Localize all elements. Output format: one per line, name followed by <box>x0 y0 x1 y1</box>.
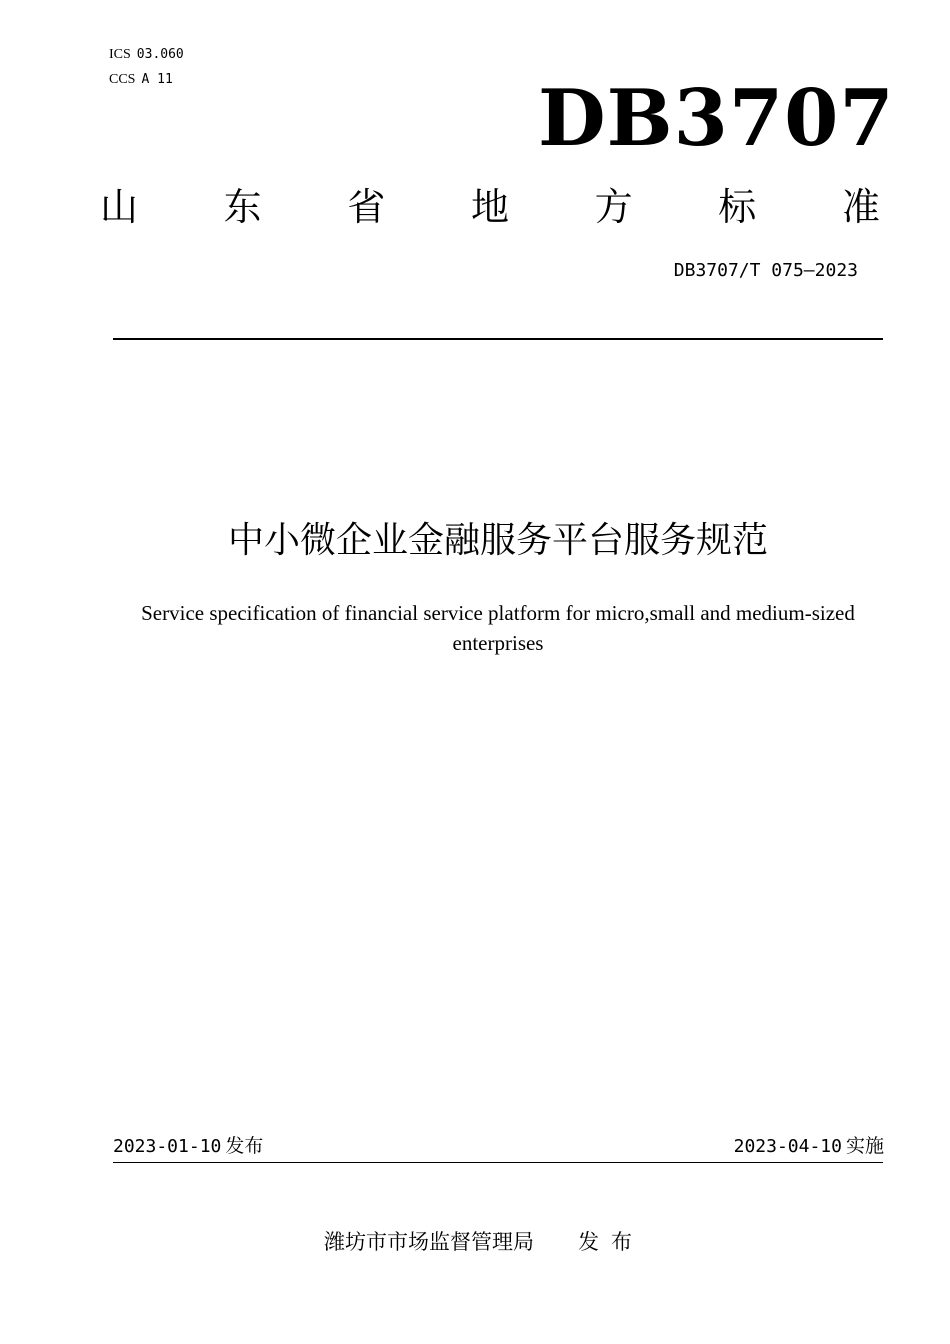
issuer-name: 潍坊市市场监督管理局 <box>324 1230 534 1254</box>
standard-number: DB3707/T 075—2023 <box>673 260 858 281</box>
ccs-code: A 11 <box>141 72 173 87</box>
ics-line <box>109 47 184 63</box>
publish-date: 2023-01-10 <box>113 1136 222 1157</box>
ccs-label: CCS <box>109 72 136 87</box>
standard-type-char: 地 <box>470 185 509 229</box>
standard-type-char: 东 <box>223 185 262 229</box>
standard-type-char: 山 <box>100 185 139 229</box>
ccs-line <box>109 72 173 88</box>
ics-label: ICS <box>109 47 131 62</box>
publish-date-line <box>113 1134 263 1159</box>
standard-type-char: 标 <box>718 185 757 229</box>
effective-date-line <box>734 1134 884 1159</box>
title-chinese: 中小微企业金融服务平台服务规范 <box>227 520 768 561</box>
ics-code: 03.060 <box>136 47 184 62</box>
standard-type-char: 准 <box>841 185 880 229</box>
bottom-divider <box>113 1162 883 1163</box>
publish-word: 发布 <box>225 1135 264 1157</box>
effective-word: 实施 <box>845 1135 884 1157</box>
title-english: Service specification of financial service platform for micro,small and medium-sized enterprises <box>141 601 855 655</box>
standard-type-char: 省 <box>347 185 386 229</box>
standard-type-char: 方 <box>594 185 633 229</box>
issuer-line <box>324 1228 644 1256</box>
issue-word: 发布 <box>578 1230 644 1254</box>
standard-type-heading <box>100 184 880 230</box>
top-divider <box>113 338 883 340</box>
db-logo: DB3707 <box>538 73 895 164</box>
effective-date: 2023-04-10 <box>733 1136 842 1157</box>
